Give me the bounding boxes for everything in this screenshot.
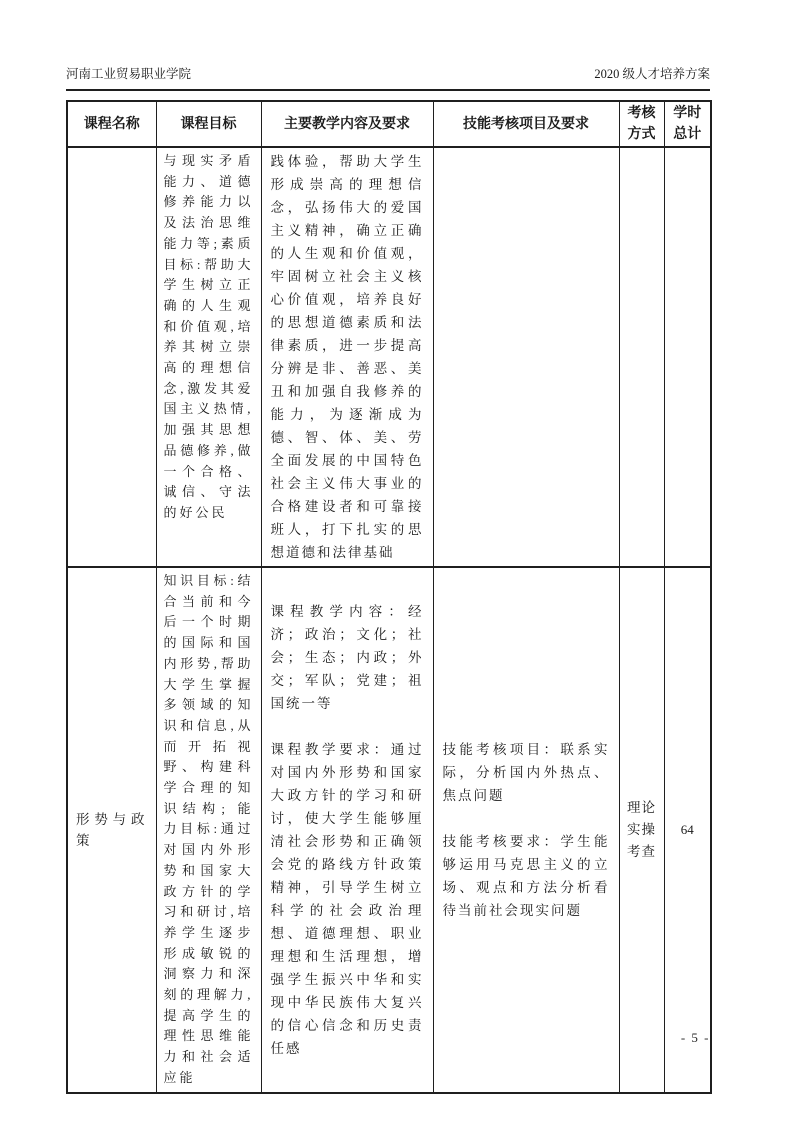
cell-teaching-content-row2: [261, 567, 433, 1093]
cell-course-objectives-row1: 与现实矛盾能力、道德修养能力以及法治思维能力等;素质目标:帮助大学生树立正确的人生观和价值观,培养其树立崇高的理想信念,激发其爱国主义热情,加强其思想品德修养,做一个合格、诚信、守法的好公民: [156, 147, 261, 567]
header-institution-name: 河南工业贸易职业学院: [66, 67, 192, 81]
cell-teaching-content-row1: [261, 147, 433, 567]
table-row: [67, 147, 711, 567]
cell-course-objectives-row2: 知识目标:结合当前和今后一个时期的国际和国内形势,帮助大学生掌握多领域的知识和信息,从而开拓视野、构建科学合理的知识结构; 能力目标:通过对国内外形势和国家大政方针的学习和研讨,培养学生逐步形成敏锐的洞察力和深刻的理解力,提高学生的理性思维能力和社会适应能: [156, 567, 261, 1093]
header-document-title: 2020 级人才培养方案: [594, 67, 710, 81]
cell-course-name-row1: [67, 147, 156, 567]
page-number: - 5 -: [680, 1030, 710, 1045]
skills-assessment-item-paragraph: 技能考核项目：联系实际，分析国内外热点、焦点问题: [442, 741, 610, 803]
table-row: [67, 567, 711, 1093]
cell-total-hours-row1: [664, 147, 711, 567]
cell-total-hours-row2: 64: [664, 567, 711, 1093]
teaching-content-paragraph: 课程教学内容：经济；政治；文化；社会；生态；内政；外交；军队；党建；祖国统一等: [270, 603, 424, 711]
teaching-requirements-paragraph: 课程教学要求：通过对国内外形势和国家大政方针的学习和研讨，使大学生能够厘清社会形势和正确领会党的路线方针政策精神，引导学生树立科学的社会政治理想、道德理想、职业理想和生活理想，增强学生振兴中华和实现中华民族伟大复兴的信心信念和历史责任感: [270, 741, 424, 1056]
curriculum-table: [66, 100, 712, 1094]
column-header-teaching-content: 主要教学内容及要求: [261, 101, 433, 147]
page-header: [66, 66, 710, 91]
cell-skills-assessment-row1: [433, 147, 619, 567]
column-header-course-objectives: 课程目标: [156, 101, 261, 147]
cell-skills-assessment-row2: [433, 567, 619, 1093]
column-header-assessment-method: 考核 方式: [619, 101, 664, 147]
cell-course-name-row2: 形势与政策: [67, 567, 156, 1093]
column-header-skills-assessment: 技能考核项目及要求: [433, 101, 619, 147]
cell-assessment-method-row1: [619, 147, 664, 567]
table-header-row: [67, 101, 711, 147]
teaching-content-paragraph: 践体验，帮助大学生形成崇高的理想信念，弘扬伟大的爱国主义精神，确立正确的人生观和价值观，牢固树立社会主义核心价值观，培养良好的思想道德素质和法律素质，进一步提高分辨是非、善恶、美丑和加强自我修养的能力，为逐渐成为德、智、体、美、劳全面发展的中国特色社会主义伟大事业的合格建设者和可靠接班人，打下扎实的思想道德和法律基础: [270, 154, 424, 560]
column-header-total-hours: 学时 总计: [664, 101, 711, 147]
skills-assessment-requirement-paragraph: 技能考核要求：学生能够运用马克思主义的立场、观点和方法分析看待当前社会现实问题: [442, 833, 610, 918]
cell-assessment-method-row2: 理论 实操 考查: [619, 567, 664, 1093]
column-header-course-name: 课程名称: [67, 101, 156, 147]
